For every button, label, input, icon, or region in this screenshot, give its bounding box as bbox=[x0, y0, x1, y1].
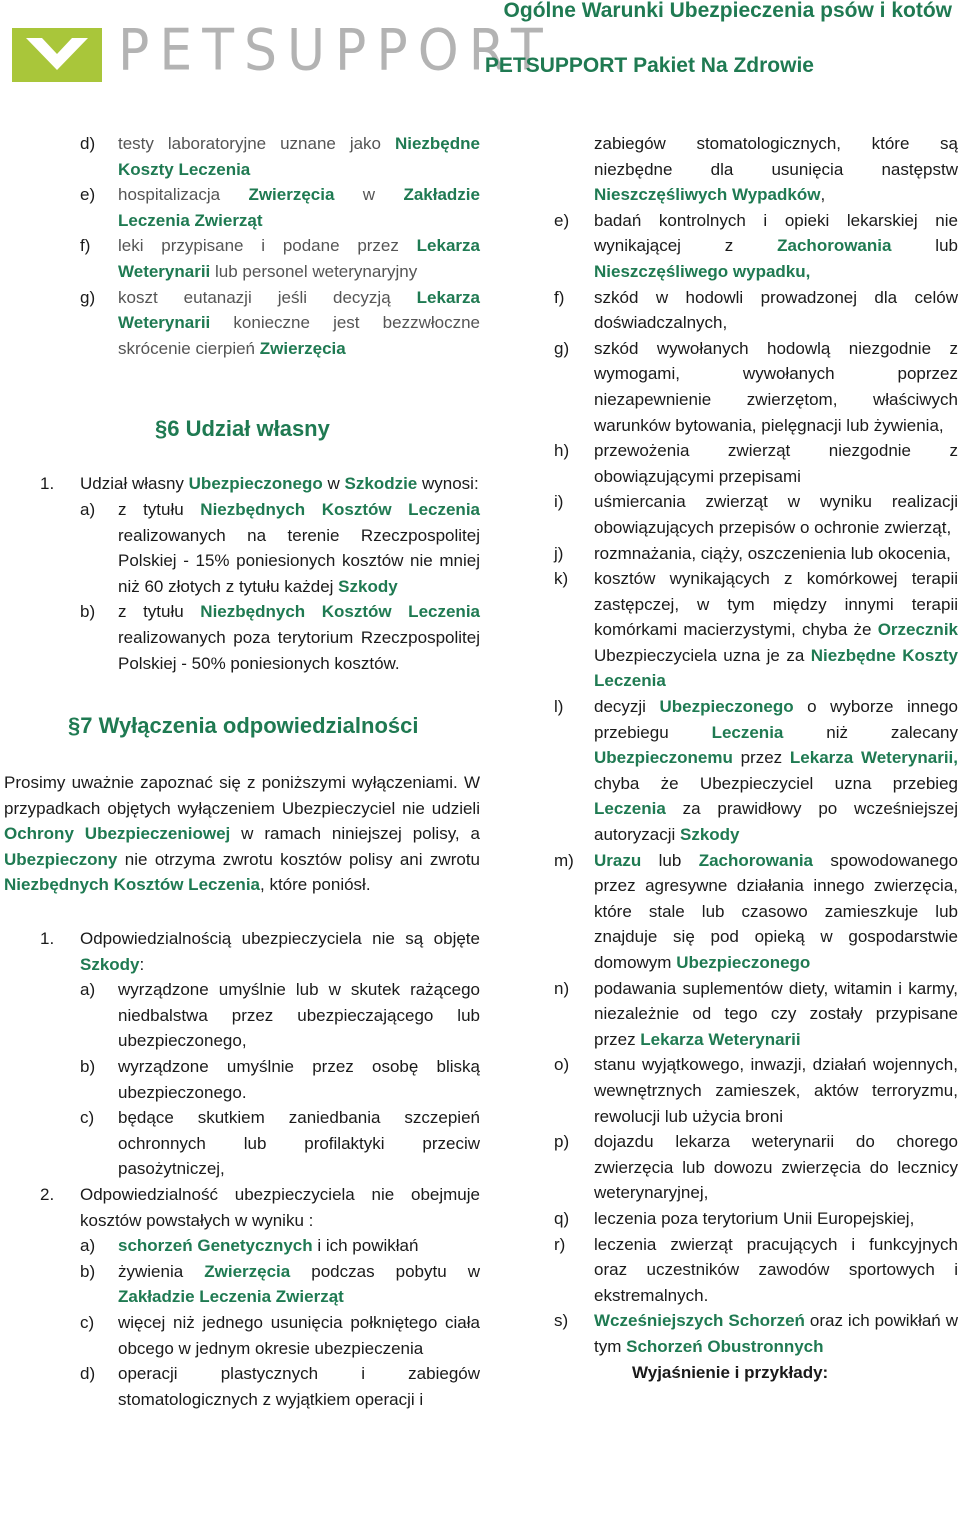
section-7-heading: §7 Wyłączenia odpowiedzialności bbox=[68, 713, 419, 739]
list-item-text: wyrządzone umyślnie lub w skutek rażącego niedbalstwa przez ubezpieczającego lub ubezpieczonego, bbox=[118, 980, 480, 1051]
list-marker: a) bbox=[80, 1236, 96, 1256]
list-item-text: Urazu lub Zachorowania spowodowanego przez agresywne działania innego zwierzęcia, które stale lub czasowo zamieszkuje lub znajduje się pod opieką w gospodarstwie domowym Ubezpieczonego bbox=[594, 850, 958, 972]
list-marker: a) bbox=[80, 499, 96, 519]
numbered-point bbox=[0, 471, 480, 497]
exclusion-item bbox=[554, 285, 958, 336]
coverage-item bbox=[0, 182, 480, 233]
list-marker: b) bbox=[80, 1057, 96, 1077]
section-7-point-2-items bbox=[0, 1233, 480, 1412]
list-marker: 1. bbox=[40, 474, 55, 494]
list-item bbox=[0, 1259, 480, 1310]
list-marker: n) bbox=[554, 978, 570, 998]
list-item-text: leczenia zwierząt pracujących i funkcyjnych oraz uczestników zawodów sportowych i ekstremalnych. bbox=[594, 1234, 958, 1305]
list-item-text: testy laboratoryjne uznane jako Niezbędne Koszty Leczenia bbox=[118, 134, 480, 179]
section-6-items bbox=[0, 497, 480, 676]
list-item-text: żywienia Zwierzęcia podczas pobytu w Zakładzie Leczenia Zwierząt bbox=[118, 1261, 480, 1307]
list-marker: q) bbox=[554, 1208, 570, 1228]
section-7-point-1 bbox=[0, 926, 480, 977]
list-item-text: leki przypisane i podane przez Lekarza Weterynarii lub personel weterynaryjny bbox=[118, 236, 480, 281]
list-marker: r) bbox=[554, 1234, 566, 1254]
list-item bbox=[0, 1310, 480, 1361]
exclusion-item bbox=[554, 541, 958, 567]
list-item-text: decyzji Ubezpieczonego o wyborze innego przebiegu Leczenia niż zalecany Ubezpieczonemu przez Lekarza Weterynarii, chyba że Ubezpieczyciel uzna przebieg Leczenia za prawidłowy po wcześniejszej autoryzacji Szkody bbox=[594, 697, 959, 845]
exclusion-continuation: zabiegów stomatologicznych, które są niezbędne dla usunięcia następstw Nieszczęśliwych Wypadków, bbox=[594, 134, 958, 205]
list-marker: h) bbox=[554, 441, 570, 461]
list-item-text: będące skutkiem zaniedbania szczepień ochronnych lub profilaktyki przeciw pasożytniczej, bbox=[118, 1108, 480, 1179]
left-column bbox=[0, 131, 480, 1412]
list-marker: f) bbox=[554, 287, 565, 307]
list-item-text: szkód wywołanych hodowlą niezgodnie z wymogami, wywołanych poprzez niezapewnienie zwierzętom, właściwych warunków bytowania, pielęgnacji lub żywienia, bbox=[594, 338, 958, 435]
list-marker: 2. bbox=[40, 1185, 55, 1204]
list-item bbox=[0, 599, 480, 676]
list-item-text: leczenia poza terytorium Unii Europejskiej, bbox=[594, 1208, 915, 1228]
list-marker: j) bbox=[554, 543, 564, 563]
coverage-item bbox=[0, 131, 480, 182]
list-marker: e) bbox=[554, 210, 570, 230]
list-item-text: koszt eutanazji jeśli decyzją Lekarza Weterynarii konieczne jest bezzwłoczne skrócenie cierpień Zwierzęcia bbox=[118, 287, 480, 358]
logo-icon bbox=[12, 28, 102, 82]
list-item bbox=[0, 1105, 480, 1182]
section-7-paragraph: Prosimy uważnie zapoznać się z poniższymi wyłączeniami. W przypadkach objętych wyłączeniem Ubezpieczyciel nie udzieli Ochrony Ubezpieczeniowej w ramach niniejszej polisy, a Ubezpieczony nie otrzyma zwrotu kosztów polisy ani zwrotu Niezbędnych Kosztów Leczenia, które poniósł. bbox=[4, 773, 480, 895]
document-subtitle: PETSUPPORT Pakiet Na Zdrowie bbox=[484, 54, 814, 77]
section-7-point-2 bbox=[0, 1182, 480, 1233]
list-marker: k) bbox=[554, 569, 569, 589]
section-6-intro bbox=[0, 471, 480, 497]
exclusion-item bbox=[554, 336, 958, 438]
list-item bbox=[0, 497, 480, 599]
list-marker: o) bbox=[554, 1055, 570, 1075]
numbered-point bbox=[0, 926, 480, 977]
exclusion-item bbox=[554, 1308, 958, 1359]
list-item-text: Wcześniejszych Schorzeń oraz ich powikłań w tym Schorzeń Obustronnych bbox=[594, 1311, 958, 1356]
list-item-text: więcej niż jednego usunięcia połkniętego ciała obcego w jednym okresie ubezpieczenia bbox=[118, 1312, 480, 1358]
page-header bbox=[0, 0, 960, 100]
exclusion-item bbox=[554, 694, 958, 848]
exclusion-item bbox=[554, 848, 958, 976]
list-marker: c) bbox=[80, 1312, 95, 1332]
list-item bbox=[0, 977, 480, 1054]
list-item bbox=[0, 1233, 480, 1259]
document-title: Ogólne Warunki Ubezpieczenia psów i kotów bbox=[503, 0, 952, 22]
list-item-text: uśmiercania zwierząt w wyniku realizacji obowiązujących przepisów o ochronie zwierząt, bbox=[594, 492, 958, 537]
explanations-heading: Wyjaśnienie i przykłady: bbox=[632, 1362, 829, 1382]
list-item-text: Odpowiedzialnością ubezpieczyciela nie są objęte Szkody: bbox=[80, 929, 480, 974]
exclusion-item bbox=[554, 976, 958, 1053]
list-item bbox=[0, 1361, 480, 1412]
list-marker: i) bbox=[554, 492, 564, 512]
exclusion-item bbox=[554, 1129, 958, 1206]
list-item-text: rozmnażania, ciąży, oszczenienia lub okocenia, bbox=[594, 543, 951, 563]
list-item-text: wyrządzone umyślnie przez osobę bliską ubezpieczonego. bbox=[118, 1057, 480, 1102]
list-marker: l) bbox=[554, 697, 564, 717]
list-marker: d) bbox=[80, 1364, 96, 1384]
logo-wordmark: PETSUPPORT bbox=[118, 17, 553, 84]
exclusion-item bbox=[554, 438, 958, 489]
list-marker: d) bbox=[80, 134, 96, 153]
section-6-heading: §6 Udział własny bbox=[155, 416, 330, 442]
list-marker: b) bbox=[80, 602, 96, 622]
list-marker: f) bbox=[80, 236, 91, 256]
list-marker: m) bbox=[554, 850, 574, 870]
list-item-text: podawania suplementów diety, witamin i karmy, niezależnie od tego czy zostały przypisane przez Lekarza Weterynarii bbox=[594, 978, 958, 1049]
list-marker: p) bbox=[554, 1132, 570, 1152]
coverage-item bbox=[0, 233, 480, 284]
list-item-text: operacji plastycznych i zabiegów stomatologicznych z wyjątkiem operacji i bbox=[118, 1364, 480, 1409]
exclusion-item bbox=[554, 1232, 958, 1309]
coverage-item bbox=[0, 285, 480, 362]
exclusion-list bbox=[554, 208, 958, 1360]
list-item-text: schorzeń Genetycznych i ich powikłań bbox=[118, 1236, 419, 1256]
list-item-text: dojazdu lekarza weterynarii do chorego zwierzęcia lub dowozu zwierzęcia do lecznicy weterynaryjnej, bbox=[594, 1132, 958, 1203]
list-marker: s) bbox=[554, 1311, 569, 1331]
exclusion-item bbox=[554, 489, 958, 540]
list-item-text: Udział własny Ubezpieczonego w Szkodzie wynosi: bbox=[80, 474, 479, 494]
list-marker: a) bbox=[80, 980, 96, 1000]
list-item-text: z tytułu Niezbędnych Kosztów Leczenia realizowanych na terenie Rzeczpospolitej Polskiej - 15% poniesionych kosztów nie mniej niż 60 złotych z tytułu każdej Szkody bbox=[118, 499, 480, 596]
list-item bbox=[0, 1054, 480, 1105]
exclusion-item bbox=[554, 1206, 958, 1232]
exclusion-item bbox=[554, 208, 958, 285]
list-item-text: kosztów wynikających z komórkowej terapii zastępczej, w tym między innymi terapii komórkami macierzystymi, chyba że Orzecznik Ubezpieczyciela uzna je za Niezbędne Koszty Leczenia bbox=[594, 569, 958, 691]
list-item-text: stanu wyjątkowego, inwazji, działań wojennych, wewnętrznych zamieszek, aktów terroryzmu, rewolucji lub użycia broni bbox=[594, 1055, 958, 1126]
list-marker: g) bbox=[554, 338, 570, 358]
right-column bbox=[554, 131, 958, 1385]
exclusion-item bbox=[554, 1052, 958, 1129]
list-marker: 1. bbox=[40, 929, 55, 949]
list-item-text: badań kontrolnych i opieki lekarskiej nie wynikającej z Zachorowania lub Nieszczęśliwego wypadku, bbox=[594, 210, 958, 281]
list-item-text: z tytułu Niezbędnych Kosztów Leczenia realizowanych poza terytorium Rzeczpospolitej Polskiej - 50% poniesionych kosztów. bbox=[118, 602, 480, 673]
list-item-text: szkód w hodowli prowadzonej dla celów doświadczalnych, bbox=[594, 287, 958, 333]
list-marker: b) bbox=[80, 1261, 96, 1281]
list-marker: c) bbox=[80, 1108, 95, 1128]
list-item-text: przewożenia zwierząt niezgodnie z obowiązującymi przepisami bbox=[594, 441, 958, 486]
list-item-text: Odpowiedzialność ubezpieczyciela nie obejmuje kosztów powstałych w wyniku : bbox=[80, 1185, 480, 1230]
coverage-list-continuation bbox=[0, 131, 480, 361]
list-marker: e) bbox=[80, 185, 96, 205]
list-item-text: hospitalizacja Zwierzęcia w Zakładzie Leczenia Zwierząt bbox=[118, 185, 480, 230]
exclusion-item bbox=[554, 566, 958, 694]
numbered-point bbox=[0, 1182, 480, 1233]
section-7-point-1-items bbox=[0, 977, 480, 1182]
list-marker: g) bbox=[80, 287, 96, 307]
